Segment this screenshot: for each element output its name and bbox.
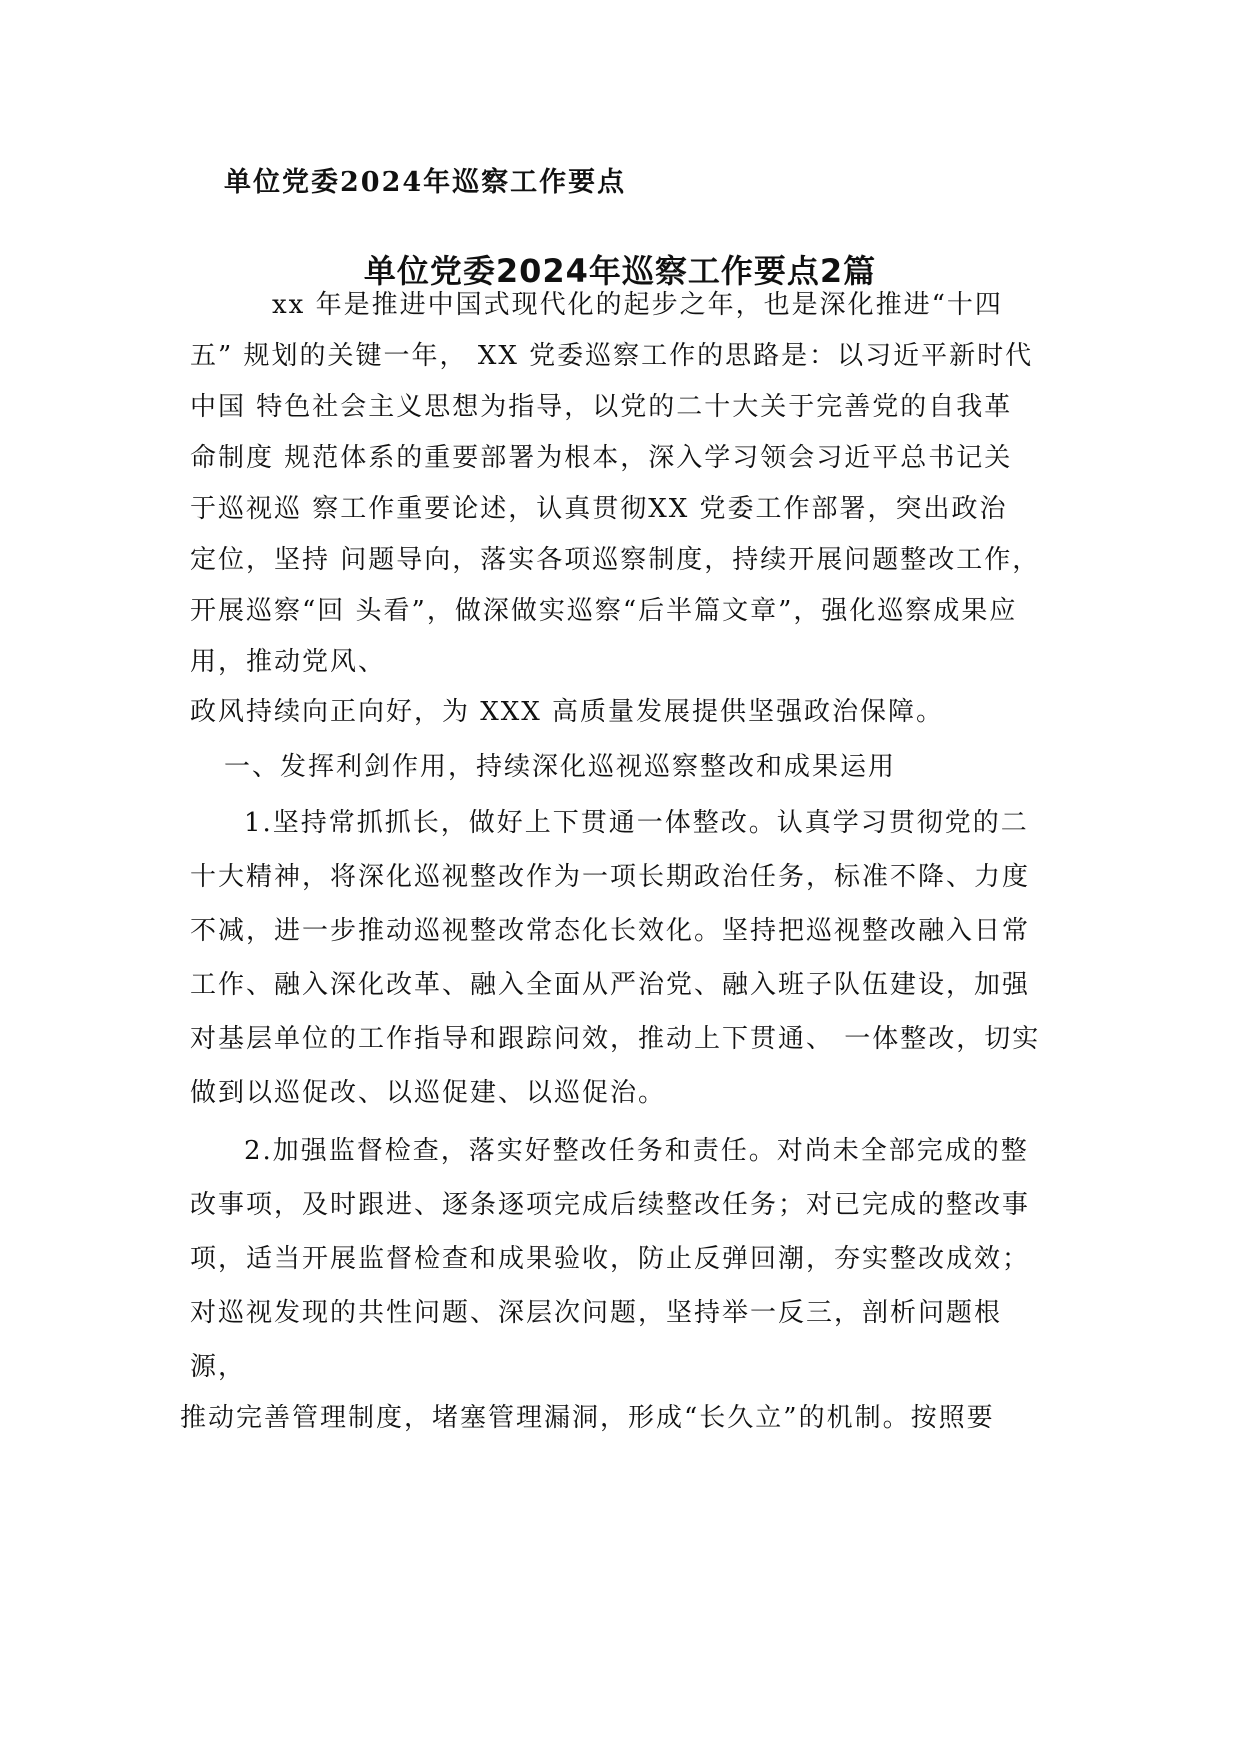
paragraph-line: 于巡视巡 察工作重要论述，认真贯彻XX 党委工作部署，突出政治 [190, 494, 1008, 524]
paragraph-line: 工作、融入深化改革、融入全面从严治党、融入班子队伍建设，加强 [190, 970, 1031, 1000]
document-title: 单位党委2024年巡察工作要点2篇 [363, 252, 877, 290]
paragraph-line: 定位，坚持 问题导向，落实各项巡察制度，持续开展问题整改工作， [190, 545, 1041, 575]
paragraph-line: 对巡视发现的共性问题、深层次问题，坚持举一反三，剖析问题根 [190, 1298, 1003, 1328]
section-heading: 一、发挥利剑作用，持续深化巡视巡察整改和成果运用 [224, 752, 897, 782]
paragraph-line: xx 年是推进中国式现代化的起步之年，也是深化推进“十四 [272, 290, 1003, 320]
paragraph-line: 做到以巡促改、以巡促建、以巡促治。 [190, 1078, 667, 1108]
running-header-title: 单位党委2024年巡察工作要点 [224, 167, 627, 198]
paragraph-line: 项，适当开展监督检查和成果验收，防止反弹回潮，夯实整改成效； [190, 1244, 1031, 1274]
paragraph-line: 用，推动党风、 [190, 647, 387, 677]
paragraph-line: 中国 特色社会主义思想为指导，以党的二十大关于完善党的自我革 [190, 392, 1013, 422]
paragraph-line: 推动完善管理制度，堵塞管理漏洞，形成“长久立”的机制。按照要 [180, 1403, 995, 1433]
paragraph-line: 2.加强监督检查，落实好整改任务和责任。对尚未全部完成的整 [244, 1136, 1029, 1166]
paragraph-line: 源， [190, 1352, 247, 1382]
paragraph-line: 五” 规划的关键一年， XX 党委巡察工作的思路是：以习近平新时代 [190, 341, 1034, 371]
paragraph-line: 命制度 规范体系的重要部署为根本，深入学习领会习近平总书记关 [190, 443, 1013, 473]
paragraph-line: 政风持续向正向好，为 XXX 高质量发展提供坚强政治保障。 [190, 697, 945, 727]
paragraph-line: 开展巡察“回 头看”，做深做实巡察“后半篇文章”，强化巡察成果应 [190, 596, 1018, 626]
paragraph-line: 十大精神，将深化巡视整改作为一项长期政治任务，标准不降、力度 [190, 862, 1031, 892]
paragraph-line: 改事项，及时跟进、逐条逐项完成后续整改任务；对已完成的整改事 [190, 1190, 1031, 1220]
paragraph-line: 1.坚持常抓抓长，做好上下贯通一体整改。认真学习贯彻党的二 [244, 808, 1029, 838]
paragraph-line: 不减，进一步推动巡视整改常态化长效化。坚持把巡视整改融入日常 [190, 916, 1031, 946]
paragraph-line: 对基层单位的工作指导和跟踪问效，推动上下贯通、 一体整改，切实 [190, 1024, 1041, 1054]
